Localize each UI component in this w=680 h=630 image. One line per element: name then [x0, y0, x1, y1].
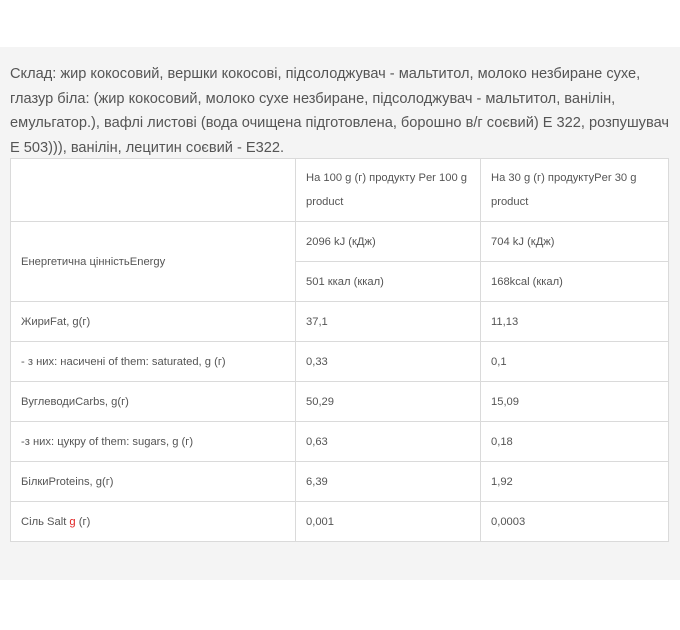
product-info-panel — [0, 47, 680, 580]
table-row — [11, 302, 669, 342]
nutrient-value-30g: 15,09 — [481, 382, 669, 422]
composition-text: Склад: жир кокосовий, вершки кокосові, підсолоджувач - мальтитол, молоко незбиране сухе, глазур біла: (жир кокосовий, молоко сухе незбиране, підсолоджувач - мальтитол, ванілін, емульгатор.), вафлі листові (вода очищена підготовлена, борошно в/г соєвий) Е 322, розпушувач Е 503))), ванілін, лецитин соєвий - Е322. — [10, 66, 669, 156]
nutrient-value-30g: 0,0003 — [481, 502, 669, 542]
nutrient-value-100g: 0,33 — [296, 342, 481, 382]
nutrient-name-salt — [11, 502, 296, 542]
energy-kj-30g: 704 kJ (кДж) — [481, 222, 669, 262]
nutrient-value-30g: 0,18 — [481, 422, 669, 462]
nutrient-value-100g: 6,39 — [296, 462, 481, 502]
table-row — [11, 342, 669, 382]
table-row-energy-kj — [11, 222, 669, 262]
header-cell-name — [11, 159, 296, 222]
table-header-row — [11, 159, 669, 222]
table-row — [11, 462, 669, 502]
nutrient-name-sugars: -з них: цукру of them: sugars, g (г) — [11, 422, 296, 462]
nutrient-value-30g: 1,92 — [481, 462, 669, 502]
energy-kj-100g: 2096 kJ (кДж) — [296, 222, 481, 262]
nutrient-name-proteins: БілкиProteins, g(г) — [11, 462, 296, 502]
header-cell-per-100g: На 100 g (г) продукту Per 100 g product — [296, 159, 481, 222]
table-row — [11, 382, 669, 422]
nutrient-name-fat: ЖириFat, g(г) — [11, 302, 296, 342]
table-row-salt — [11, 502, 669, 542]
nutrient-value-30g: 11,13 — [481, 302, 669, 342]
nutrient-value-100g: 50,29 — [296, 382, 481, 422]
nutrient-name-carbs: ВуглеводиCarbs, g(г) — [11, 382, 296, 422]
table-row — [11, 422, 669, 462]
nutrient-name-saturated: - з них: насичені of them: saturated, g (г) — [11, 342, 296, 382]
salt-label-unit-highlight: g — [69, 515, 76, 528]
nutrient-value-30g: 0,1 — [481, 342, 669, 382]
salt-label-suffix: (г) — [75, 515, 91, 528]
header-cell-per-30g: На 30 g (г) продуктуPer 30 g product — [481, 159, 669, 222]
nutrition-table — [10, 158, 669, 542]
nutrient-value-100g: 0,001 — [296, 502, 481, 542]
nutrient-value-100g: 0,63 — [296, 422, 481, 462]
nutrient-value-100g: 37,1 — [296, 302, 481, 342]
energy-kcal-100g: 501 ккал (ккал) — [296, 262, 481, 302]
energy-label: Енергетична цінністьEnergy — [11, 222, 296, 302]
salt-label-prefix: Сіль Salt — [21, 515, 70, 528]
energy-kcal-30g: 168kcal (ккал) — [481, 262, 669, 302]
